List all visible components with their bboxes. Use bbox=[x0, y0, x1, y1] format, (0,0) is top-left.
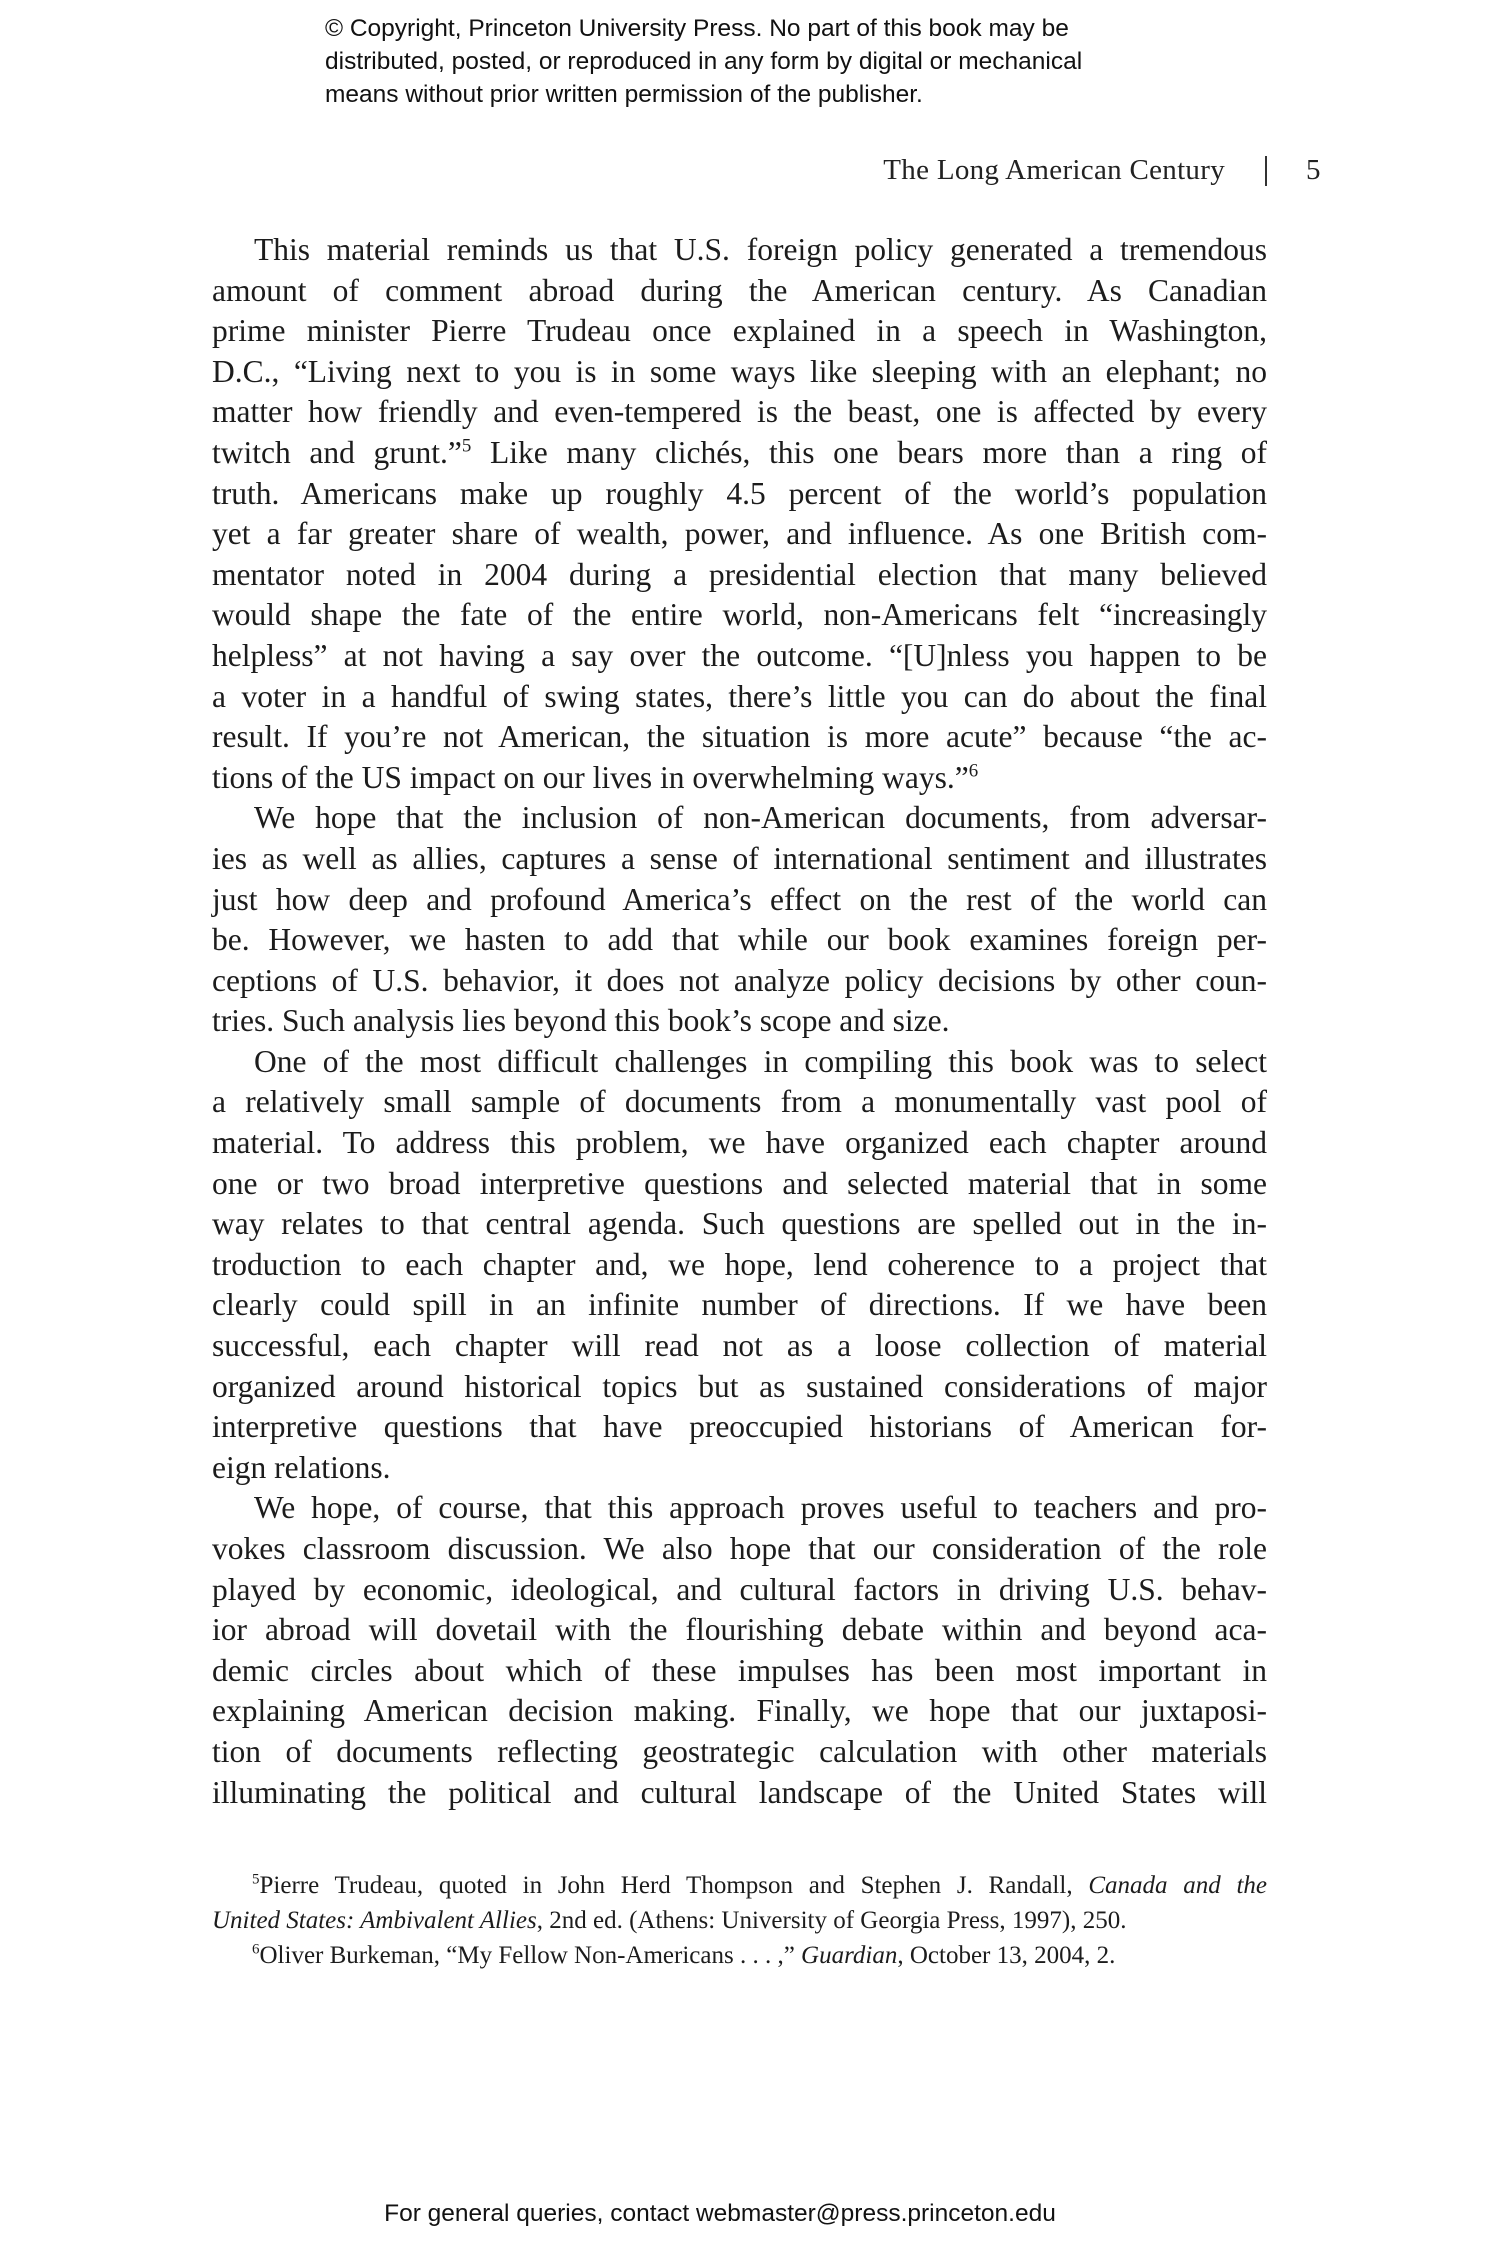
text-line: tion of documents reflecting geostrategic calculation with other materials bbox=[212, 1733, 1267, 1769]
footnote-ref[interactable]: 5 bbox=[461, 435, 472, 457]
text-line: one or two broad interpretive questions and selected material that in some bbox=[212, 1165, 1267, 1201]
text-line: clearly could spill in an infinite number of directions. If we have been bbox=[212, 1287, 1267, 1323]
text-line: ior abroad will dovetail with the flourishing debate within and beyond aca- bbox=[212, 1612, 1267, 1648]
text-line: troduction to each chapter and, we hope, lend coherence to a project that bbox=[212, 1246, 1267, 1282]
text-line: ies as well as allies, captures a sense of international sentiment and illustrates bbox=[212, 840, 1267, 876]
running-head-title: The Long American Century bbox=[883, 154, 1225, 186]
copyright-notice bbox=[325, 12, 1225, 111]
text-line: One of the most difficult challenges in compiling this book was to select bbox=[254, 1043, 1267, 1079]
text-line: amount of comment abroad during the American century. As Canadian bbox=[212, 272, 1267, 308]
footnote-5-continued bbox=[212, 1903, 1267, 1938]
text-line: We hope that the inclusion of non-American documents, from adversar- bbox=[254, 800, 1267, 836]
text-line: tries. Such analysis lies beyond this book’s scope and size. bbox=[212, 1003, 950, 1039]
text-line: organized around historical topics but as sustained considerations of major bbox=[212, 1368, 1267, 1404]
text-line: prime minister Pierre Trudeau once explained in a speech in Washington, bbox=[212, 313, 1267, 349]
text-line: a relatively small sample of documents from a monumentally vast pool of bbox=[212, 1084, 1267, 1120]
text-line: way relates to that central agenda. Such questions are spelled out in the in- bbox=[212, 1206, 1267, 1242]
line-segment: tions of the US impact on our lives in overwhelming ways.” bbox=[212, 759, 969, 795]
text-line: a voter in a handful of swing states, there’s little you can do about the final bbox=[212, 678, 1267, 714]
footnote-text: Oliver Burkeman, “My Fellow Non-Americans . . . ,” bbox=[259, 1942, 802, 1969]
footer-contact: For general queries, contact webmaster@press.princeton.edu bbox=[384, 2200, 1056, 2227]
text-line bbox=[212, 433, 1267, 474]
paragraph bbox=[212, 1488, 1267, 1813]
footnote-5 bbox=[212, 1868, 1267, 1903]
page-footer bbox=[0, 2200, 1500, 2228]
text-line: yet a far greater share of wealth, power, and influence. As one British com- bbox=[212, 516, 1267, 552]
text-line: illuminating the political and cultural landscape of the United States will bbox=[212, 1774, 1267, 1810]
text-line: played by economic, ideological, and cultural factors in driving U.S. behav- bbox=[212, 1571, 1267, 1607]
footnote-text: , 2nd ed. (Athens: University of Georgia Press, 1997), 250. bbox=[536, 1907, 1127, 1934]
footnote-text: , October 13, 2004, 2. bbox=[897, 1942, 1116, 1969]
text-line: mentator noted in 2004 during a presidential election that many believed bbox=[212, 556, 1267, 592]
paragraph bbox=[212, 798, 1267, 1042]
paragraph bbox=[212, 230, 1267, 798]
text-line: We hope, of course, that this approach proves useful to teachers and pro- bbox=[254, 1490, 1267, 1526]
text-line: eign relations. bbox=[212, 1449, 391, 1485]
text-line: ceptions of U.S. behavior, it does not analyze policy decisions by other coun- bbox=[212, 962, 1267, 998]
footnote-number: 6 bbox=[252, 1941, 260, 1958]
text-line: result. If you’re not American, the situation is more acute” because “the ac- bbox=[212, 719, 1267, 755]
body-text bbox=[212, 230, 1267, 1813]
text-line: just how deep and profound America’s effect on the rest of the world can bbox=[212, 881, 1267, 917]
footnote-number: 5 bbox=[252, 1871, 260, 1888]
running-head bbox=[0, 150, 1500, 190]
text-line bbox=[212, 758, 1267, 799]
running-head-divider bbox=[1265, 156, 1267, 186]
text-line: interpretive questions that have preoccupied historians of American for- bbox=[212, 1409, 1267, 1445]
text-line: be. However, we hasten to add that while our book examines foreign per- bbox=[212, 922, 1267, 958]
footnote-6 bbox=[212, 1938, 1267, 1973]
text-line: vokes classroom discussion. We also hope that our consideration of the role bbox=[212, 1531, 1267, 1566]
text-line: would shape the fate of the entire world, non-Americans felt “increasingly bbox=[212, 597, 1267, 633]
text-line: helpless” at not having a say over the outcome. “[U]nless you happen to be bbox=[212, 637, 1267, 673]
line-segment: Like many clichés, this one bears more than a ring of bbox=[471, 434, 1267, 470]
text-line: This material reminds us that U.S. foreign policy generated a tremendous bbox=[254, 232, 1267, 267]
text-line: explaining American decision making. Finally, we hope that our juxtaposi- bbox=[212, 1693, 1267, 1729]
text-line: successful, each chapter will read not as a loose collection of material bbox=[212, 1328, 1267, 1364]
copyright-line: means without prior written permission of the publisher. bbox=[325, 81, 923, 108]
footnote-text: Pierre Trudeau, quoted in John Herd Thompson and Stephen J. Randall, bbox=[259, 1872, 1089, 1899]
paragraph bbox=[212, 1042, 1267, 1489]
copyright-line: © Copyright, Princeton University Press. No part of this book may be bbox=[325, 15, 1069, 42]
text-line: D.C., “Living next to you is in some ways like sleeping with an elephant; no bbox=[212, 353, 1267, 389]
footnote-book-title: United States: Ambivalent Allies bbox=[212, 1907, 537, 1934]
copyright-line: distributed, posted, or reproduced in any form by digital or mechanical bbox=[325, 48, 1083, 75]
page-number: 5 bbox=[1306, 154, 1321, 186]
footnotes bbox=[212, 1868, 1267, 1973]
footnote-book-title: Canada and the bbox=[1088, 1872, 1268, 1899]
line-segment: twitch and grunt.” bbox=[212, 434, 462, 470]
footnote-publication: Guardian bbox=[801, 1942, 898, 1969]
text-line: material. To address this problem, we have organized each chapter around bbox=[212, 1125, 1267, 1161]
text-line: demic circles about which of these impulses has been most important in bbox=[212, 1652, 1267, 1688]
footnote-ref[interactable]: 6 bbox=[968, 760, 979, 782]
text-line: matter how friendly and even-tempered is the beast, one is affected by every bbox=[212, 394, 1267, 430]
text-line: truth. Americans make up roughly 4.5 percent of the world’s population bbox=[212, 475, 1267, 511]
